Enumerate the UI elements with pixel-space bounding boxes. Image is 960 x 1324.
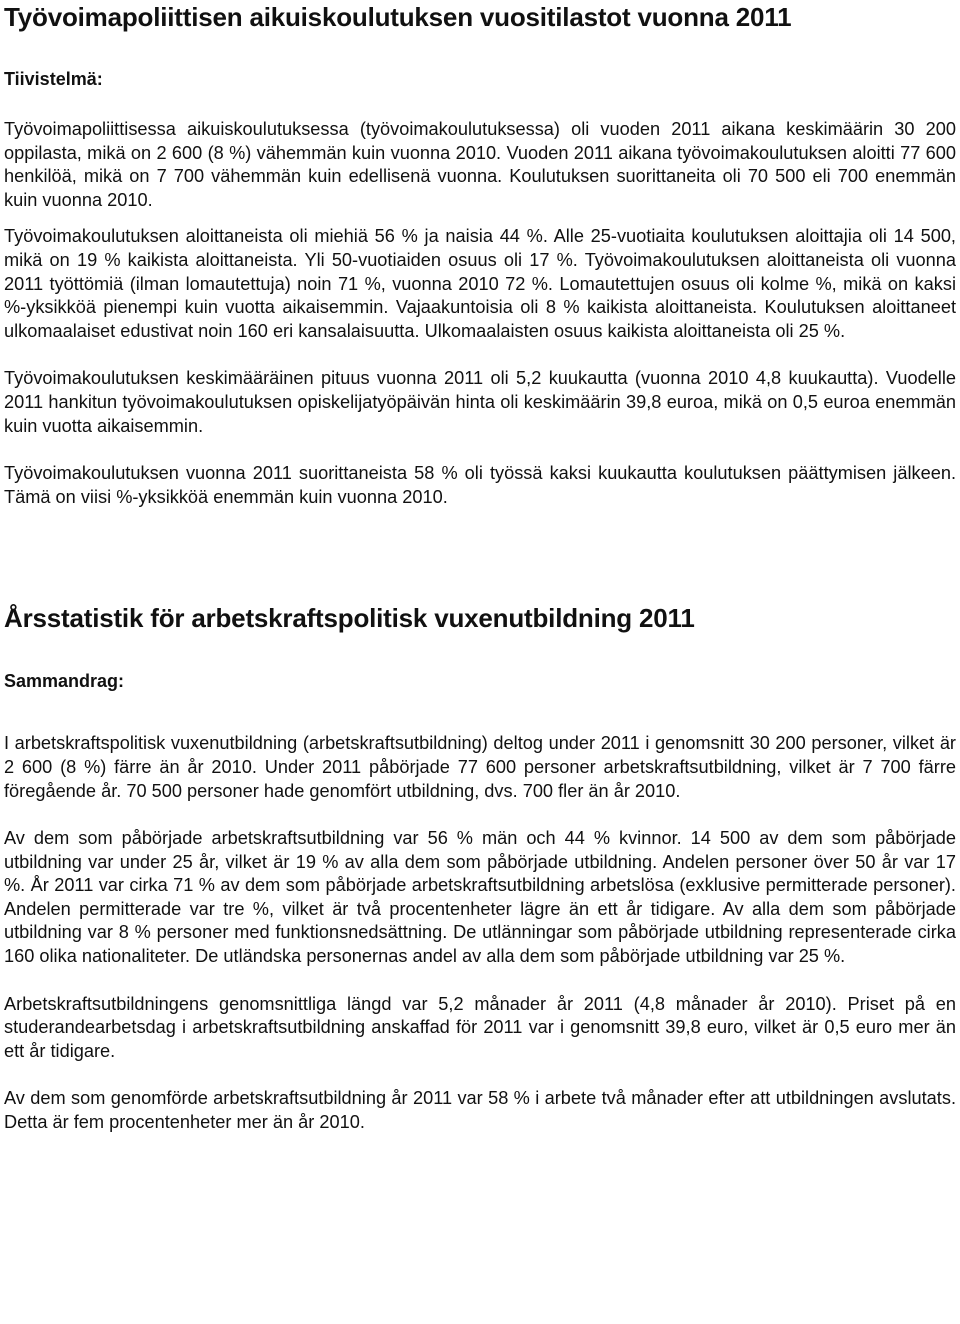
finnish-title: Työvoimapoliittisen aikuiskoulutuksen vuositilastot vuonna 2011 <box>4 2 792 32</box>
finnish-paragraph-2: Työvoimakoulutuksen aloittaneista oli miehiä 56 % ja naisia 44 %. Alle 25-vuotiaita koulutuksen aloittajia oli 14 500, mikä on 19 % kaikista aloittaneista. Yli 50-vuotiaiden osuus oli 17 %. Työvoimakoulutuksen aloittaneista oli vuonna 2011 työttömiä (ilman lomautettuja) noin 71 %, vuonna 2010 72 %. Lomautettujen osuus oli kolme %, mikä on kaksi %-yksikköä pienempi kuin vuotta aikaisemmin. Vajaakuntoisia oli 8 % kaikista aloittaneista. Koulutuksen aloittaneet ulkomaalaiset edustivat noin 160 eri kansalaisuutta. Ulkomaalaisten osuus kaikista aloittaneista oli 25 %. <box>4 226 956 341</box>
finnish-section <box>4 2 956 509</box>
finnish-paragraph-3: Työvoimakoulutuksen keskimääräinen pituus vuonna 2011 oli 5,2 kuukautta (vuonna 2010 4,8 kuukautta). Vuodelle 2011 hankitun työvoimakoulutuksen opiskelijatyöpäivän hinta oli keskimäärin 39,8 euroa, mikä on 0,5 euroa enemmän kuin vuotta aikaisemmin. <box>4 368 956 436</box>
swedish-paragraph-4: Av dem som genomförde arbetskraftsutbildning år 2011 var 58 % i arbete två månader efter att utbildningen avslutats. Detta är fem procentenheter mer än år 2010. <box>4 1088 956 1133</box>
swedish-title: Årsstatistik för arbetskraftspolitisk vuxenutbildning 2011 <box>4 603 695 634</box>
finnish-paragraph-1: Työvoimapoliittisessa aikuiskoulutuksessa (työvoimakoulutuksessa) oli vuoden 2011 aikana keskimäärin 30 200 oppilasta, mikä on 2 600 (8 %) vähemmän kuin vuonna 2010. Vuoden 2011 aikana työvoimakoulutuksen aloitti 77 600 henkilöä, mikä on 7 700 vähemmän kuin edellisenä vuonna. Koulutuksen suorittaneita oli 70 500 eli 700 enemmän kuin vuonna 2010. <box>4 119 956 210</box>
swedish-summary-heading: Sammandrag: <box>4 671 125 692</box>
swedish-section <box>4 603 956 1134</box>
swedish-paragraph-2: Av dem som påbörjade arbetskraftsutbildning var 56 % män och 44 % kvinnor. 14 500 av dem som påbörjade utbildning var under 25 år, vilket är 19 % av alla dem som påbörjade utbildning. Andelen personer över 50 år var 17 %. År 2011 var cirka 71 % av dem som påbörjade arbetskraftsutbildning arbetslösa (exklusive permitterade personer). Andelen permitterade var tre %, vilket är två procentenheter lägre än ett år tidigare. Av alla dem som påbörjade utbildning var 8 % personer med funktionsnedsättning. De utlänningar som påbörjade utbildning representerade cirka 160 olika nationaliteter. De utländska personernas andel av alla dem som påbörjade utbildning var 25 %. <box>4 828 956 967</box>
swedish-paragraph-1: I arbetskraftspolitisk vuxenutbildning (arbetskraftsutbildning) deltog under 2011 i genomsnitt 30 200 personer, vilket är 2 600 (8 %) färre än år 2010. Under 2011 påbörjade 77 600 personer arbetskraftsutbildning, vilket är 7 700 färre föregående år. 70 500 personer hade genomfört utbildning, dvs. 700 fler än år 2010. <box>4 733 956 801</box>
finnish-paragraph-4: Työvoimakoulutuksen vuonna 2011 suorittaneista 58 % oli työssä kaksi kuukautta koulutuksen päättymisen jälkeen. Tämä on viisi %-yksikköä enemmän kuin vuonna 2010. <box>4 463 956 507</box>
finnish-summary-heading: Tiivistelmä: <box>4 69 103 89</box>
swedish-paragraph-3: Arbetskraftsutbildningens genomsnittliga längd var 5,2 månader år 2011 (4,8 månader år 2010). Priset på en studerandearbetsdag i arbetskraftsutbildning anskaffad för 2011 var i genomsnitt 39,8 euro, vilket är 0,5 euro mer än ett år tidigare. <box>4 993 956 1061</box>
document-page <box>4 0 956 1135</box>
